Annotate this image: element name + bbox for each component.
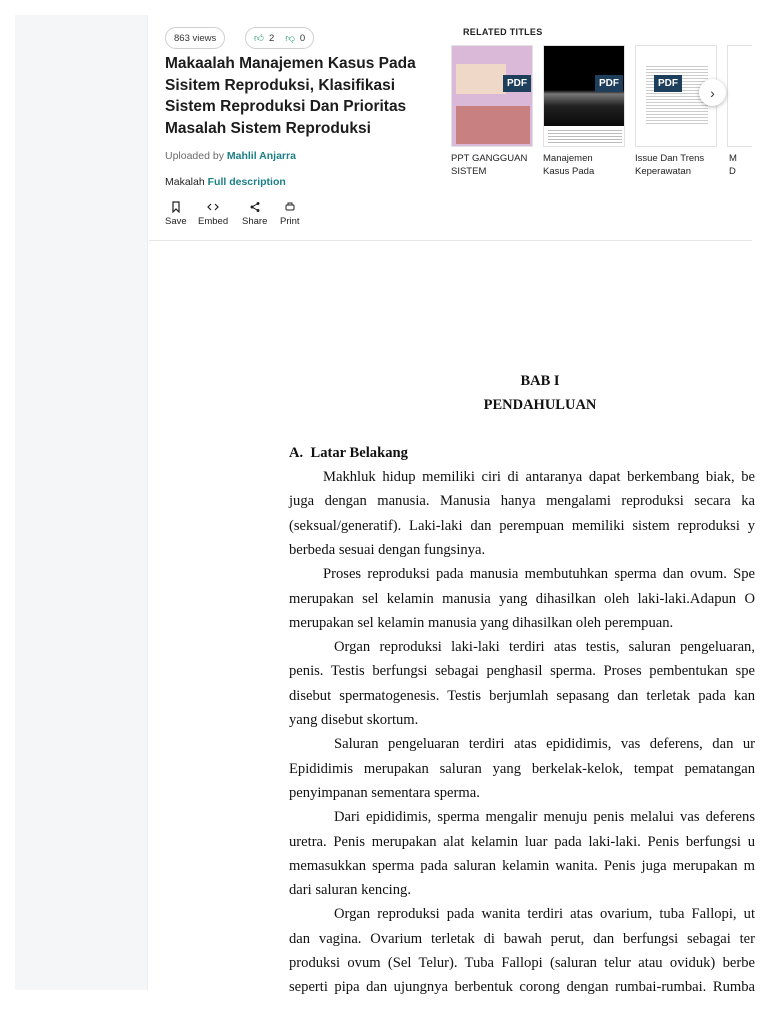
document-line: Organ reproduksi pada wanita terdiri atas ovarium, tuba Fallopi, ut	[334, 906, 755, 923]
share-button[interactable]	[242, 201, 267, 227]
document-line: uretra. Penis merupakan alat kelamin luar pada laki-laki. Penis berfungsi u	[289, 833, 755, 850]
document-line: penyimpanan sementara sperma.	[289, 784, 480, 801]
document-line: seperti pipa dan ujungnya berbentuk corong dengan rumbai-rumbai. Rumba	[289, 979, 755, 996]
document-line: produksi ovum (Sel Telur). Tuba Fallopi (saluran telur atau oviduk) berbe	[289, 955, 755, 971]
share-icon	[249, 201, 261, 213]
save-button[interactable]	[165, 201, 187, 227]
dislikes-count: 0	[299, 32, 306, 44]
print-label: Print	[280, 216, 300, 227]
document-line: memasukkan sperma pada saluran kelamin wanita. Penis juga merupakan m	[289, 857, 755, 874]
document-title: Makaalah Manajemen Kasus Pada Sisitem Reproduksi, Klasifikasi Sistem Reproduksi Dan Prioritas Masalah Sistem Reproduksi	[165, 55, 416, 137]
bookmark-icon	[170, 201, 182, 213]
document-line: Proses reproduksi pada manusia membutuhkan sperma dan ovum. Spe	[323, 566, 755, 583]
related-title-line: Issue Dan Trens	[635, 153, 705, 164]
document-line: Dari epididimis, sperma mengalir menuju penis melalui vas deferens	[334, 809, 755, 826]
related-title-line: SISTEM	[451, 166, 487, 177]
next-arrow-button[interactable]	[699, 79, 726, 106]
related-title[interactable]	[729, 152, 749, 178]
views-badge	[165, 27, 225, 49]
related-title-line: PPT GANGGUAN	[451, 153, 528, 164]
thumbs-down-icon[interactable]: 👎︎	[285, 33, 295, 44]
related-title[interactable]	[451, 152, 536, 178]
views-count: 863 views	[174, 32, 217, 44]
related-thumbnail[interactable]	[543, 45, 625, 147]
uploader-link[interactable]: Mahlil Anjarra	[226, 150, 296, 162]
pdf-badge: PDF	[654, 75, 682, 92]
related-title-line: D	[729, 166, 736, 177]
save-label: Save	[165, 216, 187, 227]
print-icon	[284, 201, 296, 213]
share-label: Share	[242, 216, 268, 227]
uploader-line	[165, 150, 296, 162]
document-line: Organ reproduksi laki-laki terdiri atas testis, saluran pengeluaran,	[334, 639, 755, 656]
document-line: penis. Testis berfungsi sebagai penghasil sperma. Proses pembentukan spe	[289, 663, 755, 680]
document-line: Epididimis merupakan saluran yang berkelak-kelok, tempat pematangan	[289, 760, 755, 777]
rating-badge	[245, 27, 314, 49]
related-title[interactable]	[543, 152, 628, 178]
document-page	[149, 241, 755, 998]
full-description-link[interactable]: Full description	[207, 176, 286, 188]
related-titles-heading: RELATED TITLES	[463, 27, 543, 37]
document-line: disebut spermatogenesis. Testis berjumlah sepasang dan terletak pada kan	[289, 687, 755, 704]
document-line: Saluran pengeluaran terdiri atas epididimis, vas deferens, dan ur	[334, 736, 755, 753]
pdf-badge: PDF	[503, 75, 531, 92]
embed-label: Embed	[198, 216, 229, 227]
category-line	[165, 176, 286, 188]
document-line: merupakan sel kelamin manusia yang dihasilkan oleh laki-laki.Adapun O	[289, 590, 755, 607]
section-heading: A. Latar Belakang	[289, 445, 408, 461]
chapter-number: BAB I	[520, 373, 560, 389]
left-sidebar	[15, 15, 148, 990]
document-line: yang disebut skortum.	[289, 712, 419, 728]
document-line: juga dengan manusia. Manusia hanya mengalami reproduksi secara ka	[289, 493, 755, 510]
related-title[interactable]	[635, 152, 723, 178]
related-title-line: Kasus Pada	[543, 166, 595, 177]
document-line: Makhluk hidup memiliki ciri di antaranya dapat berkembang biak, be	[323, 469, 755, 485]
document-line: dan vagina. Ovarium terletak di bawah perut, dan berfungsi sebagai ter	[289, 930, 755, 947]
code-icon	[207, 201, 219, 213]
uploaded-label: Uploaded by	[165, 150, 224, 162]
document-line: (seksual/generatif). Laki-laki dan perempuan memiliki sistem reproduksi y	[289, 517, 755, 534]
related-title-line: Manajemen	[543, 153, 593, 164]
embed-button[interactable]	[198, 201, 228, 227]
document-line: merupakan sel kelamin manusia yang dihasilkan oleh perempuan.	[289, 614, 674, 631]
related-title-line: M	[729, 153, 737, 164]
related-thumbnail[interactable]	[451, 45, 533, 147]
pdf-badge: PDF	[595, 75, 623, 92]
category-label: Makalah	[165, 176, 205, 188]
chapter-title: PENDAHULUAN	[483, 397, 597, 413]
print-button[interactable]	[280, 201, 300, 227]
thumbs-up-icon[interactable]: 👍︎	[254, 33, 264, 44]
document-line: berbeda sesuai dengan fungsinya.	[289, 541, 486, 558]
likes-count: 2	[268, 32, 275, 44]
related-title-line: Keperawatan	[635, 166, 691, 177]
chevron-right-icon: ›	[710, 84, 715, 101]
document-line: dari saluran kencing.	[289, 882, 411, 899]
